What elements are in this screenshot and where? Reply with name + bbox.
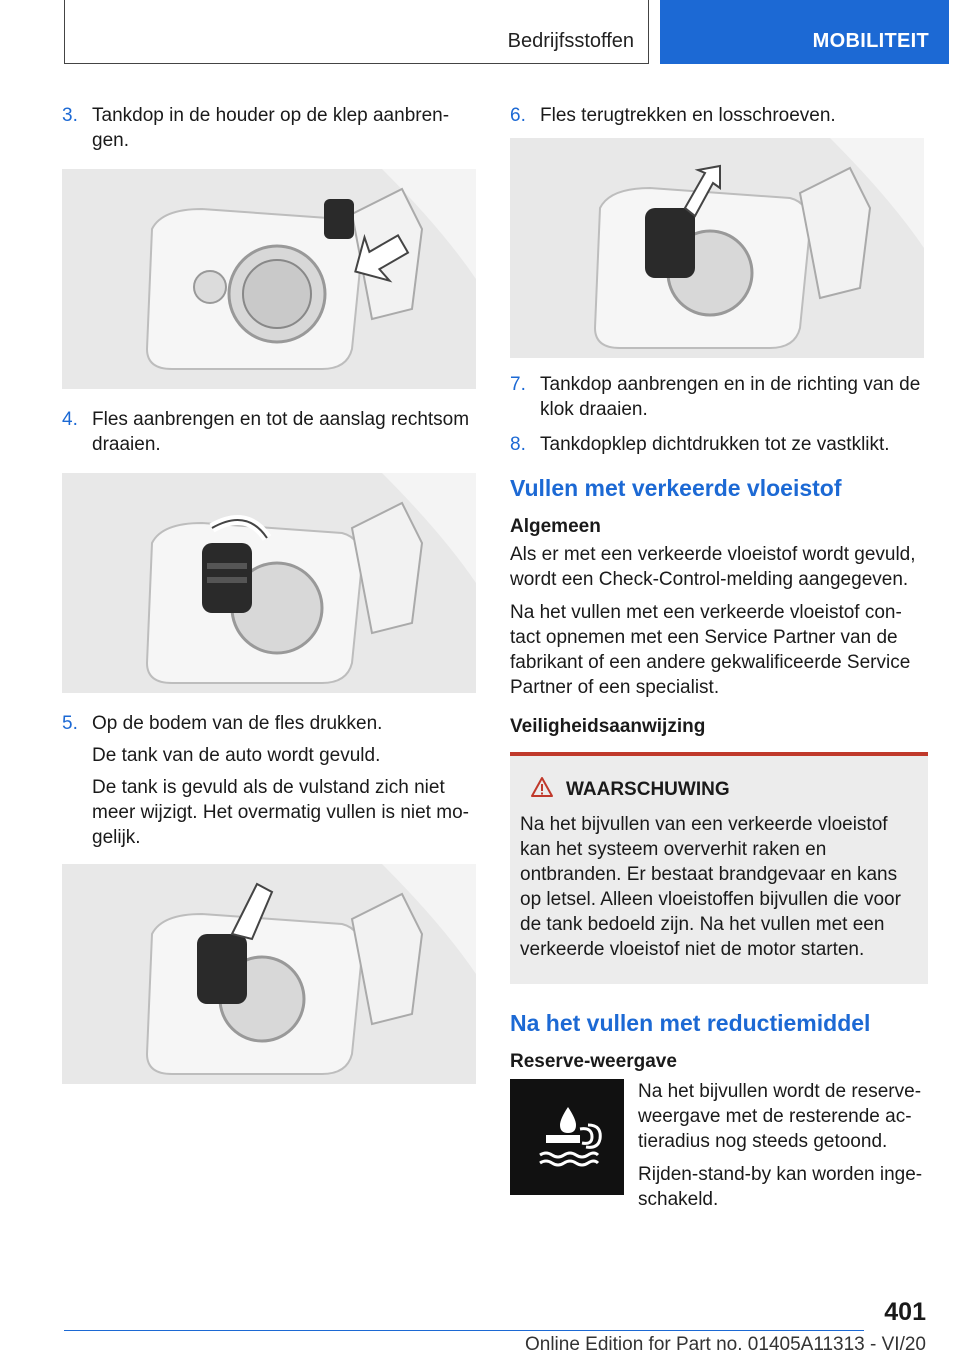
step-text-cont: draaien. xyxy=(92,434,161,455)
heading-wrong-fluid: Vullen met verkeerde vloeistof xyxy=(510,475,842,501)
step-8 xyxy=(510,432,928,457)
step-text: Tankdopklep dichtdrukken tot ze vastklikt. xyxy=(540,434,890,455)
step-extra-1: De tank van de auto wordt gevuld. xyxy=(92,745,381,766)
warning-box xyxy=(510,752,928,984)
step-number: 8. xyxy=(510,434,526,455)
left-column xyxy=(62,103,476,1084)
right-column xyxy=(510,103,928,1212)
warning-title-row xyxy=(520,776,918,804)
step-number: 5. xyxy=(62,713,78,734)
subheading-general: Algemeen xyxy=(510,516,601,537)
step-text: Fles aanbrengen en tot de aanslag rechtsom xyxy=(92,409,470,430)
para-wrong-fluid-2: Na het vullen met een verkeerde vloeistof con‐tact opnemen met een Service Partner van de fabrikant of een andere gekwalificeerde Service Partner of een specialist. xyxy=(510,602,911,698)
page-number: 401 xyxy=(884,1298,926,1326)
step-6 xyxy=(510,103,928,128)
edition-text: Online Edition for Part no. 01405A11313 - VI/20 xyxy=(524,1334,926,1355)
step-number: 7. xyxy=(510,374,526,395)
para-wrong-fluid-1: Als er met een verkeerde vloeistof wordt gevuld, wordt een Check-Control-melding aangegeven. xyxy=(510,544,916,590)
section-label: Bedrijfsstoffen xyxy=(507,30,634,52)
step-text: Fles terugtrekken en losschroeven. xyxy=(540,105,836,126)
step-7 xyxy=(510,372,928,422)
fuel-cap-photo-3 xyxy=(62,864,476,1084)
step-number: 4. xyxy=(62,409,78,430)
step-text-cont: klok draaien. xyxy=(540,399,648,420)
fuel-cap-photo-4 xyxy=(510,138,924,358)
step-number: 3. xyxy=(62,105,78,126)
section-tab xyxy=(64,0,649,64)
heading-reductant: Na het vullen met reductiemiddel xyxy=(510,1010,871,1036)
step-text: Tankdop aanbrengen en in de richting van de xyxy=(540,374,921,395)
step-5 xyxy=(62,711,476,850)
chapter-label: MOBILITEIT xyxy=(812,30,929,52)
warning-text: Na het bijvullen van een verkeerde vloeistof kan het systeem oververhit raken en ontbranden. Er bestaat brandgevaar en kans op letsel. Alleen vloeistoffen bijvullen die voor de tank bedoeld zijn. Na het vullen met een verkeerde vloeistof niet de motor starten. xyxy=(520,814,901,960)
subheading-reserve: Reserve-weergave xyxy=(510,1051,677,1072)
step-text: Op de bodem van de fles drukken. xyxy=(92,713,383,734)
warning-title: WAARSCHUWING xyxy=(566,779,730,800)
step-3 xyxy=(62,103,476,153)
subheading-safety: Veiligheidsaanwijzing xyxy=(510,716,706,737)
step-number: 6. xyxy=(510,105,526,126)
fuel-cap-photo-1 xyxy=(62,169,476,389)
para-reserve-1: Na het bijvullen wordt de reserve‐weergave met de resterende ac‐tieradius nog steeds getoond. xyxy=(638,1081,922,1152)
step-extra-2: De tank is gevuld als de vulstand zich niet meer wijzigt. Het overmatig vullen is niet mo‐gelijk. xyxy=(92,777,469,848)
fuel-cap-photo-2 xyxy=(62,473,476,693)
warning-triangle-icon xyxy=(530,776,554,804)
reserve-indicator-icon xyxy=(510,1079,624,1195)
step-text-cont: gen. xyxy=(92,130,129,151)
para-reserve-2: Rijden-stand-by kan worden inge‐schakeld. xyxy=(638,1164,923,1210)
step-text: Tankdop in de houder op de klep aanbren‐ xyxy=(92,105,450,126)
chapter-tab xyxy=(660,0,949,64)
reserve-block xyxy=(510,1079,928,1212)
step-4 xyxy=(62,407,476,457)
footer-divider xyxy=(64,1330,864,1331)
